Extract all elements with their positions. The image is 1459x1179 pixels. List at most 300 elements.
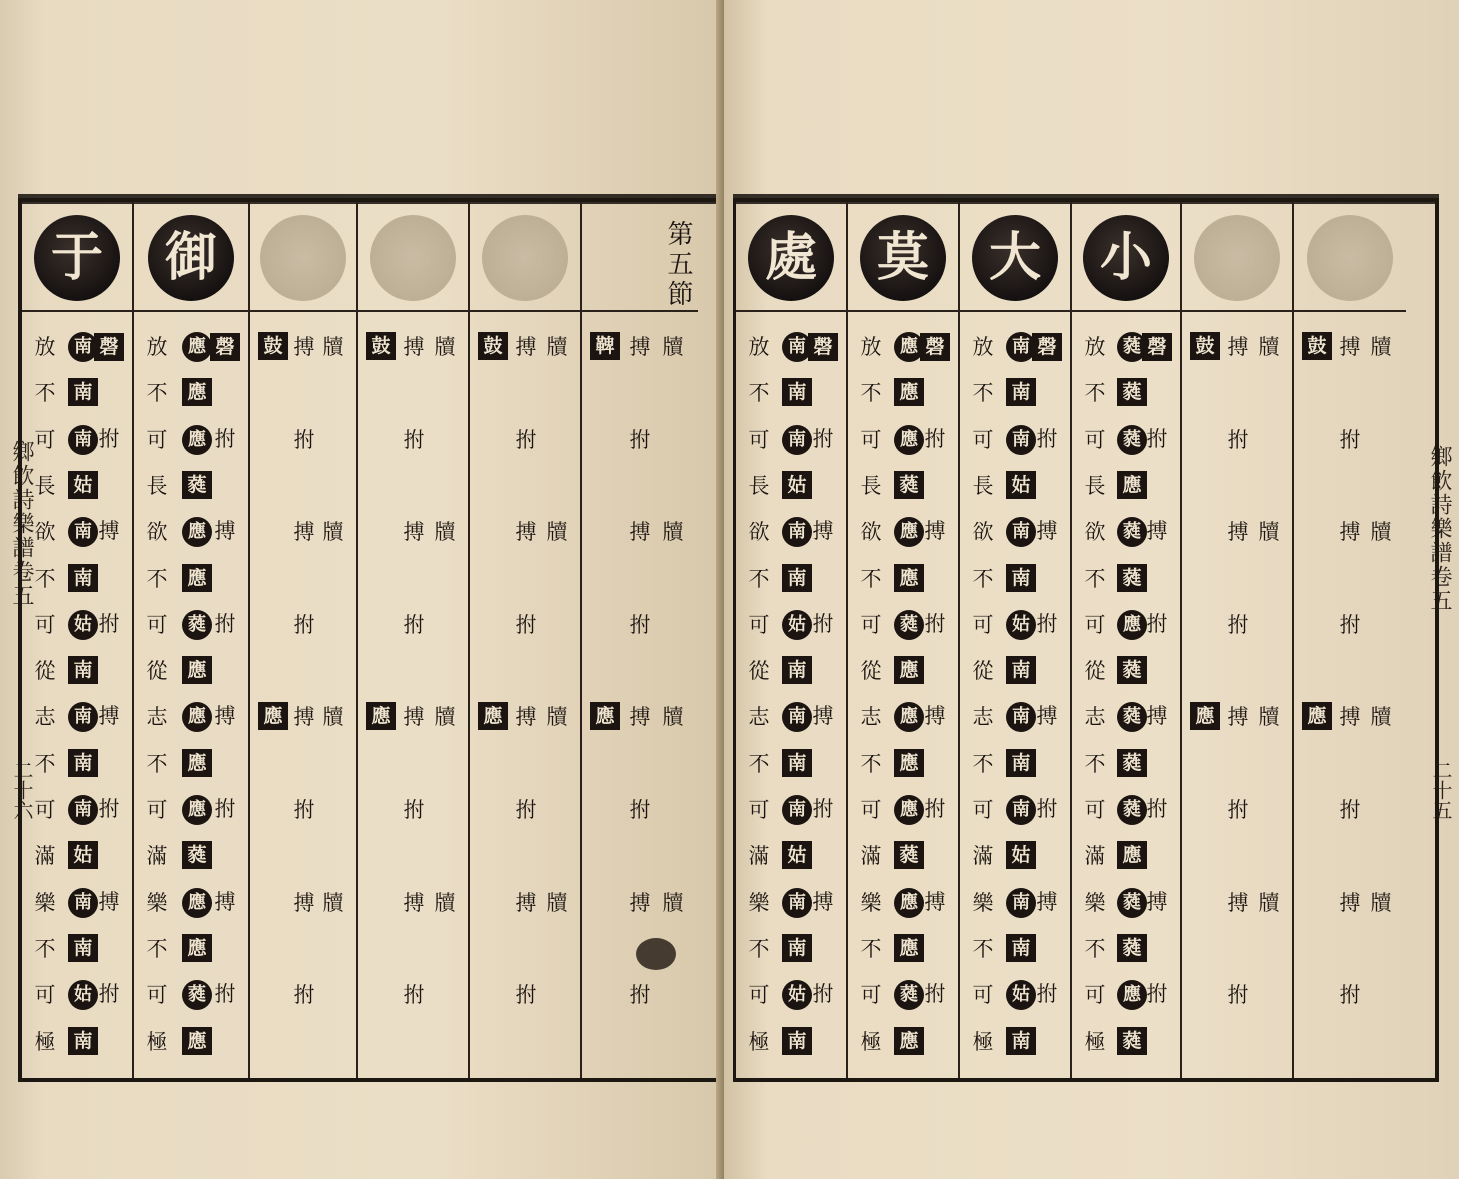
pitch-note: 蕤 [182,610,212,640]
instrument-mark: 拊 [924,982,946,1007]
percussion-mark: 拊 [629,612,651,637]
pitch-note: 應 [182,378,212,406]
column-header [250,202,356,312]
lyric-word: 不 [860,566,882,591]
lyric-word: 不 [972,936,994,961]
lyric-word: 志 [1084,705,1106,730]
instrument-mark: 拊 [1036,982,1058,1007]
lyric-word: 極 [1084,1029,1106,1054]
percussion-mark: 牘 [1258,520,1280,545]
lyric-word: 可 [860,983,882,1008]
percussion-mark: 拊 [1339,612,1361,637]
percussion-mark: 拊 [629,427,651,452]
pitch-note: 南 [1006,564,1036,592]
percussion-mark: 拊 [1227,798,1249,822]
instrument-mark: 磬 [920,333,950,361]
pitch-note: 南 [68,656,98,684]
lyric-word: 樂 [34,890,56,915]
instrument-mark: 拊 [812,426,834,451]
instrument-mark: 搏 [812,704,834,729]
pitch-note: 蕤 [1117,795,1147,825]
percussion-mark: 牘 [322,890,344,915]
instrument-mark: 搏 [924,889,946,914]
pitch-note: 蕤 [1117,888,1147,918]
lyric-word: 可 [1084,427,1106,452]
lyric-word: 放 [860,335,882,359]
percussion-mark: 搏 [403,890,425,915]
lyric-word: 欲 [146,520,168,545]
pitch-note: 南 [1006,934,1036,962]
percussion-mark: 搏 [629,705,651,730]
lyric-word: 不 [972,566,994,591]
instrument-mark: 搏 [1036,889,1058,914]
lyric-word: 長 [34,473,56,498]
lyric-header-disc: 大 [972,215,1058,301]
percussion-mark: 拊 [515,427,537,452]
percussion-mark: 搏 [293,705,315,730]
pitch-note: 蕤 [1117,702,1147,732]
lyric-header-disc: 御 [148,215,234,301]
pitch-note: 蕤 [1117,517,1147,547]
percussion-mark: 牘 [434,335,456,359]
pitch-note: 應 [182,332,212,362]
instrument-mark: 磬 [1032,333,1062,361]
lyric-word: 樂 [1084,890,1106,915]
pitch-note: 應 [182,564,212,592]
lyric-word: 可 [748,798,770,822]
pitch-note: 姑 [1006,610,1036,640]
pitch-note: 蕤 [894,610,924,640]
pitch-note: 應 [894,934,924,962]
pitch-note: 應 [894,517,924,547]
lyric-word: 從 [972,659,994,684]
lyric-word: 樂 [748,890,770,915]
pitch-note: 蕤 [1117,749,1147,777]
pitch-note: 南 [1006,517,1036,547]
lyric-word: 不 [1084,936,1106,961]
instrument-mark: 拊 [214,982,236,1007]
instrument-mark: 拊 [924,426,946,451]
pitch-note: 姑 [782,471,812,499]
lyric-word: 不 [1084,566,1106,591]
lyric-column [736,202,848,1078]
pitch-note: 南 [68,795,98,825]
pitch-note: 蕤 [182,980,212,1010]
lyric-column [1072,202,1182,1078]
lyric-word: 可 [146,983,168,1008]
right-page [724,0,1459,1179]
lyric-word: 不 [748,566,770,591]
drum-mark: 應 [478,702,508,730]
lyric-word: 可 [1084,983,1106,1008]
pitch-note: 應 [894,749,924,777]
pitch-note: 應 [894,564,924,592]
instrument-mark: 拊 [214,426,236,451]
lyric-column [134,202,250,1078]
lyric-word: 可 [972,427,994,452]
pitch-note: 南 [68,517,98,547]
lyric-word: 樂 [972,890,994,915]
pitch-note: 南 [782,795,812,825]
lyric-word: 放 [1084,335,1106,359]
lyric-word: 可 [972,798,994,822]
pitch-note: 應 [182,888,212,918]
left-table-frame [18,198,720,1082]
lyric-column [22,202,134,1078]
percussion-mark: 拊 [1339,427,1361,452]
pitch-note: 蕤 [1117,332,1147,362]
pitch-note: 南 [782,425,812,455]
instrument-mark: 搏 [924,519,946,544]
percussion-mark: 牘 [546,520,568,545]
pitch-note: 蕤 [1117,934,1147,962]
instrument-mark: 拊 [98,797,120,821]
percussion-mark: 搏 [1339,890,1361,915]
pitch-note: 南 [1006,656,1036,684]
right-table-frame [733,198,1439,1082]
lyric-word: 不 [146,381,168,406]
section-heading: 第五節 [663,220,693,310]
pitch-note: 姑 [68,841,98,869]
lyric-header-disc: 小 [1083,215,1169,301]
pitch-note: 南 [68,564,98,592]
drum-column [358,202,470,1078]
lyric-word: 滿 [146,844,168,869]
pitch-note: 南 [1006,332,1036,362]
instrument-mark: 拊 [812,797,834,821]
percussion-mark: 牘 [322,520,344,545]
percussion-mark: 拊 [515,612,537,637]
percussion-mark: 搏 [629,335,651,359]
pitch-note: 南 [782,378,812,406]
percussion-mark: 拊 [1227,612,1249,637]
instrument-mark: 搏 [214,889,236,914]
percussion-mark: 牘 [322,335,344,359]
instrument-mark: 磬 [808,333,838,361]
lyric-word: 放 [34,335,56,359]
drum-mark: 鼓 [258,332,288,360]
lyric-word: 欲 [1084,520,1106,545]
column-header [358,202,468,312]
percussion-mark: 搏 [1227,705,1249,730]
percussion-mark: 搏 [1227,335,1249,359]
lyric-word: 滿 [972,844,994,869]
instrument-mark: 磬 [210,333,240,361]
lyric-word: 可 [1084,612,1106,637]
pitch-note: 南 [1006,425,1036,455]
lyric-word: 不 [860,381,882,406]
percussion-mark: 搏 [629,520,651,545]
instrument-mark: 搏 [1036,519,1058,544]
pitch-note: 姑 [68,471,98,499]
right-folio: 二十五 [1429,760,1453,820]
lyric-word: 從 [860,659,882,684]
drum-column [250,202,358,1078]
percussion-mark: 拊 [403,798,425,822]
lyric-word: 滿 [748,844,770,869]
pitch-note: 南 [782,564,812,592]
percussion-mark: 牘 [434,520,456,545]
lyric-word: 可 [34,983,56,1008]
blank-header-disc [482,215,568,301]
percussion-mark: 拊 [293,427,315,452]
lyric-word: 放 [748,335,770,359]
instrument-mark: 搏 [1036,704,1058,729]
lyric-word: 放 [972,335,994,359]
instrument-mark: 拊 [98,611,120,636]
pitch-note: 應 [894,702,924,732]
instrument-mark: 搏 [1146,519,1168,544]
lyric-word: 可 [1084,798,1106,822]
pitch-note: 應 [894,425,924,455]
percussion-mark: 牘 [546,335,568,359]
lyric-word: 可 [34,612,56,637]
blank-header-disc [1194,215,1280,301]
percussion-mark: 牘 [1258,705,1280,730]
instrument-mark: 拊 [924,611,946,636]
pitch-note: 南 [782,749,812,777]
percussion-mark: 搏 [515,890,537,915]
pitch-note: 姑 [68,980,98,1010]
percussion-mark: 拊 [1339,798,1361,822]
percussion-mark: 搏 [293,890,315,915]
left-folio: 二十六 [10,760,34,820]
lyric-word: 不 [146,566,168,591]
pitch-note: 應 [182,656,212,684]
lyric-word: 可 [34,427,56,452]
pitch-note: 南 [68,702,98,732]
lyric-word: 志 [748,705,770,730]
percussion-mark: 牘 [662,890,684,915]
drum-mark: 鼓 [366,332,396,360]
instrument-mark: 磬 [94,333,124,361]
percussion-mark: 牘 [546,890,568,915]
drum-column [1294,202,1406,1078]
pitch-note: 應 [182,425,212,455]
lyric-word: 欲 [748,520,770,545]
percussion-mark: 搏 [293,520,315,545]
lyric-word: 極 [748,1029,770,1054]
percussion-mark: 搏 [1339,335,1361,359]
lyric-word: 志 [146,705,168,730]
pitch-note: 應 [894,656,924,684]
lyric-header-disc: 于 [34,215,120,301]
lyric-word: 欲 [860,520,882,545]
pitch-note: 應 [894,332,924,362]
lyric-word: 長 [748,473,770,498]
percussion-mark: 牘 [434,890,456,915]
pitch-note: 南 [782,888,812,918]
column-header [470,202,580,312]
instrument-mark: 搏 [98,889,120,914]
percussion-mark: 牘 [1370,705,1392,730]
pitch-note: 南 [1006,749,1036,777]
pitch-note: 應 [182,749,212,777]
ink-stain [636,938,676,970]
lyric-word: 可 [860,798,882,822]
percussion-mark: 牘 [662,520,684,545]
lyric-word: 樂 [146,890,168,915]
percussion-mark: 搏 [1339,705,1361,730]
lyric-word: 志 [860,705,882,730]
lyric-word: 欲 [972,520,994,545]
pitch-note: 南 [68,425,98,455]
blank-header-disc [370,215,456,301]
percussion-mark: 搏 [515,520,537,545]
lyric-word: 志 [972,705,994,730]
pitch-note: 蕤 [894,980,924,1010]
lyric-word: 可 [146,612,168,637]
pitch-note: 南 [1006,1027,1036,1055]
left-page [0,0,722,1179]
drum-mark: 鞞 [590,332,620,360]
pitch-note: 應 [894,1027,924,1055]
lyric-word: 不 [748,751,770,776]
column-header [848,202,958,312]
instrument-mark: 搏 [214,704,236,729]
lyric-word: 可 [34,798,56,822]
pitch-note: 應 [182,517,212,547]
lyric-word: 長 [1084,473,1106,498]
pitch-note: 南 [1006,888,1036,918]
percussion-mark: 拊 [403,427,425,452]
lyric-word: 極 [860,1029,882,1054]
lyric-word: 不 [748,381,770,406]
lyric-word: 不 [860,936,882,961]
instrument-mark: 拊 [1036,611,1058,636]
percussion-mark: 拊 [1227,983,1249,1008]
lyric-word: 志 [34,705,56,730]
lyric-word: 可 [146,427,168,452]
percussion-mark: 搏 [515,705,537,730]
pitch-note: 南 [782,702,812,732]
lyric-word: 從 [34,659,56,684]
percussion-mark: 牘 [1258,335,1280,359]
lyric-word: 不 [34,566,56,591]
drum-mark: 鼓 [478,332,508,360]
pitch-note: 南 [782,656,812,684]
pitch-note: 蕤 [1117,425,1147,455]
pitch-note: 姑 [782,980,812,1010]
percussion-mark: 拊 [1227,427,1249,452]
lyric-word: 不 [1084,751,1106,776]
pitch-note: 姑 [1006,841,1036,869]
percussion-mark: 拊 [403,983,425,1008]
pitch-note: 應 [182,1027,212,1055]
pitch-note: 蕤 [1117,378,1147,406]
pitch-note: 南 [1006,702,1036,732]
percussion-mark: 牘 [322,705,344,730]
instrument-mark: 拊 [812,611,834,636]
lyric-word: 可 [748,612,770,637]
pitch-note: 南 [1006,378,1036,406]
instrument-mark: 磬 [1142,333,1172,361]
pitch-note: 應 [894,888,924,918]
lyric-word: 從 [1084,659,1106,684]
percussion-mark: 牘 [1370,890,1392,915]
instrument-mark: 拊 [1146,797,1168,821]
percussion-mark: 搏 [293,335,315,359]
lyric-word: 樂 [860,890,882,915]
column-header [134,202,248,312]
percussion-mark: 牘 [1370,335,1392,359]
instrument-mark: 搏 [1146,704,1168,729]
pitch-note: 姑 [782,841,812,869]
pitch-note: 蕤 [182,841,212,869]
percussion-mark: 牘 [434,705,456,730]
lyric-column [848,202,960,1078]
drum-mark: 應 [366,702,396,730]
percussion-mark: 牘 [662,705,684,730]
pitch-note: 蕤 [894,841,924,869]
drum-mark: 應 [1190,702,1220,730]
lyric-word: 可 [972,983,994,1008]
lyric-word: 不 [34,751,56,776]
pitch-note: 南 [782,1027,812,1055]
percussion-mark: 拊 [629,798,651,822]
drum-mark: 應 [258,702,288,730]
pitch-note: 姑 [1006,471,1036,499]
lyric-word: 不 [860,751,882,776]
lyric-word: 不 [34,936,56,961]
pitch-note: 蕤 [1117,1027,1147,1055]
lyric-word: 可 [146,798,168,822]
pitch-note: 蕤 [1117,564,1147,592]
percussion-mark: 拊 [1339,983,1361,1008]
percussion-mark: 拊 [629,983,651,1008]
lyric-word: 不 [1084,381,1106,406]
pitch-note: 應 [1117,610,1147,640]
percussion-mark: 牘 [662,335,684,359]
blank-header-disc [260,215,346,301]
pitch-note: 南 [68,749,98,777]
lyric-word: 長 [860,473,882,498]
lyric-word: 可 [860,427,882,452]
drum-column [470,202,582,1078]
pitch-note: 蕤 [894,471,924,499]
lyric-word: 不 [748,936,770,961]
pitch-note: 姑 [68,610,98,640]
pitch-note: 南 [68,332,98,362]
pitch-note: 應 [894,378,924,406]
right-edge-title: 鄉飲詩樂譜卷五 [1427,445,1452,613]
lyric-word: 可 [748,983,770,1008]
lyric-word: 不 [146,751,168,776]
lyric-word: 不 [34,381,56,406]
pitch-note: 南 [68,888,98,918]
drum-mark: 鼓 [1302,332,1332,360]
pitch-note: 南 [782,517,812,547]
instrument-mark: 拊 [812,982,834,1007]
pitch-note: 應 [182,702,212,732]
pitch-note: 蕤 [182,471,212,499]
instrument-mark: 拊 [214,797,236,821]
percussion-mark: 搏 [1339,520,1361,545]
column-header [1294,202,1406,312]
pitch-note: 姑 [1006,980,1036,1010]
lyric-word: 滿 [860,844,882,869]
instrument-mark: 搏 [812,519,834,544]
lyric-word: 不 [972,381,994,406]
pitch-note: 應 [1117,980,1147,1010]
percussion-mark: 拊 [515,983,537,1008]
pitch-note: 南 [1006,795,1036,825]
lyric-word: 從 [146,659,168,684]
instrument-mark: 拊 [924,797,946,821]
instrument-mark: 搏 [98,519,120,544]
pitch-note: 應 [1117,471,1147,499]
lyric-word: 不 [146,936,168,961]
